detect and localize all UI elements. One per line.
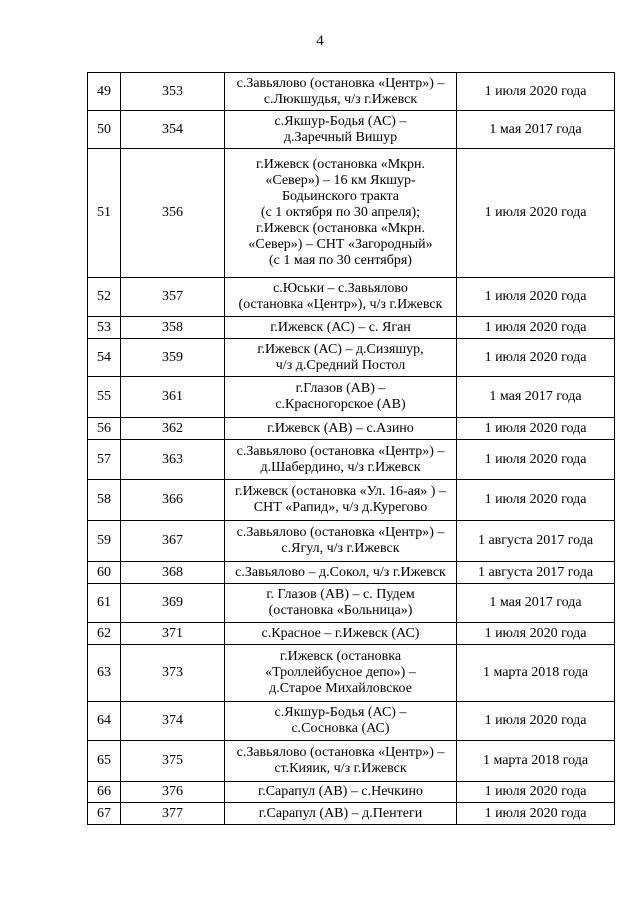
table-row — [88, 73, 615, 111]
route-number: 377 — [121, 803, 225, 825]
start-date: 1 июля 2020 года — [457, 480, 615, 521]
route-number: 356 — [121, 149, 225, 278]
route-path: с.Завьялово (остановка «Центр») – ст.Кияик, ч/з г.Ижевск — [225, 741, 457, 782]
route-path: г.Сарапул (АВ) – с.Нечкино — [225, 782, 457, 803]
table-row — [88, 278, 615, 317]
route-path: с.Завьялово – д.Сокол, ч/з г.Ижевск — [225, 562, 457, 584]
start-date: 1 июля 2020 года — [457, 702, 615, 741]
row-number: 66 — [88, 782, 121, 803]
table-row — [88, 480, 615, 521]
table-row — [88, 521, 615, 562]
row-number: 51 — [88, 149, 121, 278]
route-number: 359 — [121, 339, 225, 377]
route-path: с.Завьялово (остановка «Центр») – д.Шабердино, ч/з г.Ижевск — [225, 440, 457, 480]
start-date: 1 мая 2017 года — [457, 584, 615, 623]
route-number: 357 — [121, 278, 225, 317]
start-date: 1 июля 2020 года — [457, 278, 615, 317]
route-number: 354 — [121, 111, 225, 149]
row-number: 62 — [88, 623, 121, 645]
start-date: 1 июля 2020 года — [457, 317, 615, 339]
row-number: 49 — [88, 73, 121, 111]
row-number: 55 — [88, 377, 121, 418]
route-number: 367 — [121, 521, 225, 562]
table-row — [88, 702, 615, 741]
start-date: 1 августа 2017 года — [457, 521, 615, 562]
start-date: 1 июля 2020 года — [457, 782, 615, 803]
route-number: 361 — [121, 377, 225, 418]
routes-table-body — [88, 73, 615, 825]
table-row — [88, 149, 615, 278]
start-date: 1 августа 2017 года — [457, 562, 615, 584]
row-number: 57 — [88, 440, 121, 480]
page-number: 4 — [316, 33, 324, 49]
row-number: 58 — [88, 480, 121, 521]
route-number: 358 — [121, 317, 225, 339]
table-row — [88, 782, 615, 803]
route-path: г.Ижевск (остановка «Мкрн. «Север») – 16 км Якшур- Бодьинского тракта (с 1 октября по 30 апреля); г.Ижевск (остановка «Мкрн. «Север») – СНТ «Загородный» (с 1 мая по 30 сентября) — [225, 149, 457, 278]
start-date: 1 марта 2018 года — [457, 741, 615, 782]
route-path: г.Ижевск (остановка «Троллейбусное депо») – д.Старое Михайловское — [225, 645, 457, 702]
route-number: 368 — [121, 562, 225, 584]
route-path: г.Глазов (АВ) – с.Красногорское (АВ) — [225, 377, 457, 418]
route-number: 373 — [121, 645, 225, 702]
table-row — [88, 440, 615, 480]
route-number: 376 — [121, 782, 225, 803]
table-row — [88, 562, 615, 584]
start-date: 1 июля 2020 года — [457, 73, 615, 111]
row-number: 61 — [88, 584, 121, 623]
row-number: 63 — [88, 645, 121, 702]
table-row — [88, 584, 615, 623]
route-path: с.Завьялово (остановка «Центр») – с.Ягул, ч/з г.Ижевск — [225, 521, 457, 562]
route-path: г.Сарапул (АВ) – д.Пентеги — [225, 803, 457, 825]
route-path: г.Ижевск (АС) – с. Яган — [225, 317, 457, 339]
table-row — [88, 418, 615, 440]
route-number: 374 — [121, 702, 225, 741]
row-number: 59 — [88, 521, 121, 562]
start-date: 1 мая 2017 года — [457, 377, 615, 418]
table-row — [88, 741, 615, 782]
row-number: 53 — [88, 317, 121, 339]
table-row — [88, 111, 615, 149]
table-row — [88, 645, 615, 702]
route-number: 363 — [121, 440, 225, 480]
route-number: 369 — [121, 584, 225, 623]
route-path: с.Завьялово (остановка «Центр») – с.Люкшудья, ч/з г.Ижевск — [225, 73, 457, 111]
route-path: с.Якшур-Бодья (АС) – д.Заречный Вишур — [225, 111, 457, 149]
start-date: 1 мая 2017 года — [457, 111, 615, 149]
table-row — [88, 803, 615, 825]
row-number: 50 — [88, 111, 121, 149]
table-row — [88, 317, 615, 339]
row-number: 65 — [88, 741, 121, 782]
start-date: 1 июля 2020 года — [457, 149, 615, 278]
route-path: с.Юськи – с.Завьялово (остановка «Центр»), ч/з г.Ижевск — [225, 278, 457, 317]
route-number: 353 — [121, 73, 225, 111]
table-row — [88, 623, 615, 645]
row-number: 60 — [88, 562, 121, 584]
route-path: г.Ижевск (АВ) – с.Азино — [225, 418, 457, 440]
start-date: 1 июля 2020 года — [457, 418, 615, 440]
start-date: 1 июля 2020 года — [457, 339, 615, 377]
route-number: 371 — [121, 623, 225, 645]
row-number: 54 — [88, 339, 121, 377]
start-date: 1 марта 2018 года — [457, 645, 615, 702]
start-date: 1 июля 2020 года — [457, 803, 615, 825]
row-number: 56 — [88, 418, 121, 440]
route-path: г.Ижевск (остановка «Ул. 16-ая» ) – СНТ «Рапид», ч/з д.Курегово — [225, 480, 457, 521]
row-number: 52 — [88, 278, 121, 317]
start-date: 1 июля 2020 года — [457, 623, 615, 645]
route-number: 362 — [121, 418, 225, 440]
start-date: 1 июля 2020 года — [457, 440, 615, 480]
route-path: с.Якшур-Бодья (АС) – с.Сосновка (АС) — [225, 702, 457, 741]
table-row — [88, 339, 615, 377]
row-number: 67 — [88, 803, 121, 825]
table-row — [88, 377, 615, 418]
route-path: с.Красное – г.Ижевск (АС) — [225, 623, 457, 645]
route-number: 366 — [121, 480, 225, 521]
routes-table — [87, 72, 615, 825]
row-number: 64 — [88, 702, 121, 741]
route-number: 375 — [121, 741, 225, 782]
route-path: г.Ижевск (АС) – д.Сизяшур, ч/з д.Средний Постол — [225, 339, 457, 377]
route-path: г. Глазов (АВ) – с. Пудем (остановка «Больница») — [225, 584, 457, 623]
